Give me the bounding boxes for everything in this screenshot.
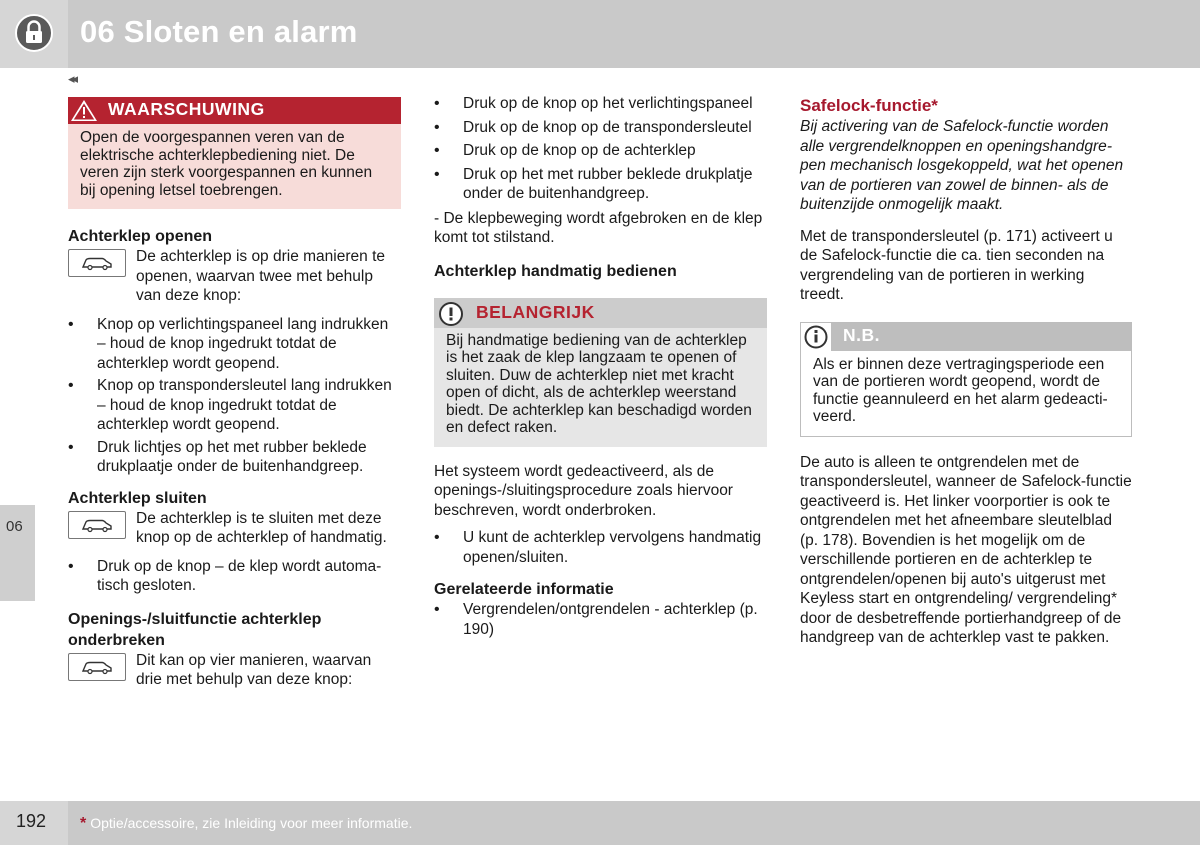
footnote-star: * [80,815,87,832]
exclamation-icon [438,301,464,327]
open-section [68,226,401,477]
warning-title: WAARSCHUWING [108,99,265,119]
note-box-header [801,323,1131,351]
page-number: 192 [16,811,47,831]
stop-text: - De klepbeweging wordt afgebroken en de klep komt tot stilstand. [434,209,763,246]
unlock-text: De auto is alleen te ontgrendelen met de transpondersleutel, wanneer de Safelock-functie geactiveerd is. Het linker voorportier is ook te ontgrendelen met het afneembare sleutelblad (p. 178). Bovendien is het mogelijk om de verschillende portieren en de achterklep te ontgrendelen/openen bij auto's uitgerust met Keyless start en ontgrendeling/ vergrendeling* door de desbetreffende portierhandgreep of de handgreep van de achterklep vast te pakken. [800,453,1132,646]
note-text: Als er binnen deze vertragingsperiode een van de portieren wordt geopend, wordt de functie geannuleerd en het alarm gedeactiveerd. [813,355,1108,425]
related-link[interactable]: • Vergrendelen/ontgrendelen - achterklep (p. 190) [434,600,767,639]
note-title: N.B. [843,324,880,345]
related-bullets [434,600,767,639]
chapter-title: 06 Sloten en alarm [80,14,358,49]
manual-heading: Achterklep handmatig bedienen [434,262,677,280]
deactivated-text: Het systeem wordt gedeactiveerd, als de openings-/sluitingsprocedure zoals hiervoor beschreven, wordt onderbroken. [434,462,733,519]
footnote-text: Optie/accessoire, zie Inleiding voor meer informatie. [90,815,413,831]
close-intro-row [68,509,401,548]
close-intro: De achterklep is te sluiten met deze knop op de achterklep of handmatig. [136,509,387,546]
column-1 [68,90,401,690]
list-item: • Druk op het met rubber beklede drukplatje onder de buitenhandgreep. [434,165,767,204]
important-box-header [434,298,767,328]
important-title: BELANGRIJK [476,301,595,322]
interrupt-heading-line1: Openings-/sluitfunctie achterklep [68,610,322,628]
important-text: Bij handmatige bediening van de achterklep is het zaak de klep langzaam te openen of sluiten. Duw de achterklep niet met kracht open of dicht, als de achterklep weerstand biedt. De achterklep kan beschadigd worden en defect raken. [446,331,752,436]
column-2 [434,90,767,639]
important-box [434,298,767,447]
open-heading: Achterklep openen [68,228,213,245]
safelock-heading: Safelock-functie* [800,96,938,115]
close-section [68,488,401,596]
warning-box [68,97,401,209]
car-trunk-button-icon [68,511,126,539]
warning-box-header [68,97,401,124]
related-heading: Gerelateerde informatie [434,581,614,598]
list-item: • Knop op transpondersleutel lang indrukken – houd de knop ingedrukt totdat de achterklep wordt geopend. [68,376,401,435]
list-item: • U kunt de achterklep vervolgens handmatig openen/sluiten. [434,528,767,567]
list-item: • Druk op de knop op het verlichtingspaneel [434,94,767,114]
list-item: • Druk op de knop op de achterklep [434,141,767,161]
note-box [800,322,1132,437]
info-icon [801,323,831,351]
manual-bullets [434,528,767,567]
interrupt-section [68,609,401,690]
lock-icon [14,13,54,53]
back-arrows-icon[interactable]: ◂◂ [68,71,76,86]
warning-triangle-icon [68,97,100,124]
car-trunk-button-icon [68,249,126,277]
warning-text: Open de voorgespannen veren van de elektrische achterklepbediening niet. De veren zijn sterk voorgespannen en kunnen bij opening letsel toebrengen. [80,129,373,199]
open-intro: De achterklep is op drie manieren te openen, waarvan twee met behulp van deze knop: [136,248,385,304]
car-trunk-button-icon [68,653,126,681]
page-footer [0,801,1200,845]
page-header [0,0,1200,68]
interrupt-intro: Dit kan op vier manieren, waarvan drie met behulp van deze knop: [136,651,372,688]
open-intro-row [68,247,401,306]
sidebar [0,68,68,802]
column-3 [800,90,1132,648]
close-bullets [68,557,401,596]
chapter-tab-label: 06 [6,518,23,535]
list-item: • Knop op verlichtingspaneel lang indrukken – houd de knop ingedrukt totdat de achterklep wordt geopend. [68,315,401,374]
page-number-box [0,801,68,845]
interrupt-bullets [434,94,767,204]
safelock-intro: Bij activering van de Safelock-functie worden alle vergrendelknoppen en openingshandgrepen mechanisch losgekoppeld, wat het openen van de portieren van zowel de binnen- als de buitenzijde onmogelijk maakt. [800,118,1124,213]
close-heading: Achterklep sluiten [68,489,207,507]
list-item: • Druk op de knop op de transpondersleutel [434,118,767,138]
activate-text: Met de transpondersleutel (p. 171) activeert u de Safelock-functie die ca. tien seconden na vergrendeling van de portieren in werking treedt. [800,227,1113,303]
footnote [80,815,412,833]
open-bullets [68,315,401,477]
list-item: • Druk lichtjes op het met rubber beklede drukplaatje onder de buitenhandgreep. [68,438,401,477]
header-icon-box [0,0,68,68]
interrupt-heading-line2: onderbreken [68,631,165,649]
list-item: • Druk op de knop – de klep wordt automatisch gesloten. [68,557,401,596]
interrupt-intro-row [68,651,401,690]
